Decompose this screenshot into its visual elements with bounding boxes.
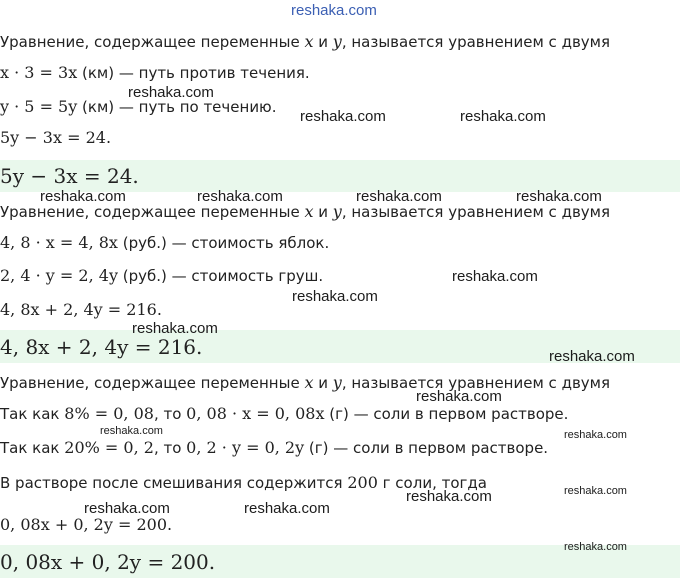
answer-equation-3: 0, 08x + 0, 2y = 200. [0,550,216,574]
equation-line: y · 5 = 5y (км) — путь по течению. [0,97,277,116]
watermark: reshaka.com [292,288,378,305]
watermark: reshaka.com [356,188,442,205]
watermark: reshaka.com [40,188,126,205]
intro-line-3: Уравнение, содержащее переменные x и y, называется уравнением с двумя [0,373,610,392]
equation-line: 4, 8x + 2, 4y = 216. [0,300,162,319]
watermark: reshaka.com [452,268,538,285]
answer-equation-2: 4, 8x + 2, 4y = 216. [0,335,203,359]
equation-line: 5y − 3x = 24. [0,128,112,147]
watermark: reshaka.com [300,108,386,125]
watermark: reshaka.com [132,320,218,337]
intro-line-2: Уравнение, содержащее переменные x и y, называется уравнением с двумя [0,202,610,221]
watermark: reshaka.com [406,488,492,505]
equation-line: В растворе после смешивания содержится 200 г соли, тогда [0,473,487,492]
watermark: reshaka.com [128,84,214,101]
equation-line: x · 3 = 3x (км) — путь против течения. [0,63,310,82]
watermark: reshaka.com [460,108,546,125]
watermark: reshaka.com [100,425,163,437]
equation-line: 4, 8 · x = 4, 8x (руб.) — стоимость яблок. [0,233,330,252]
watermark: reshaka.com [291,2,377,19]
equation-line: Так как 8% = 0, 08, то 0, 08 · x = 0, 08x (г) — соли в первом растворе. [0,404,569,423]
watermark: reshaka.com [564,485,627,497]
watermark: reshaka.com [84,500,170,517]
watermark: reshaka.com [564,429,627,441]
intro-line-1: Уравнение, содержащее переменные x и y, называется уравнением с двумя [0,32,610,51]
watermark: reshaka.com [564,541,627,553]
equation-line: 2, 4 · y = 2, 4y (руб.) — стоимость груш. [0,266,324,285]
equation-line: 0, 08x + 0, 2y = 200. [0,515,173,534]
watermark: reshaka.com [516,188,602,205]
watermark: reshaka.com [197,188,283,205]
watermark: reshaka.com [244,500,330,517]
answer-equation-1: 5y − 3x = 24. [0,164,139,188]
watermark: reshaka.com [549,348,635,365]
equation-line: Так как 20% = 0, 2, то 0, 2 · y = 0, 2y (г) — соли в первом растворе. [0,438,549,457]
watermark: reshaka.com [416,388,502,405]
